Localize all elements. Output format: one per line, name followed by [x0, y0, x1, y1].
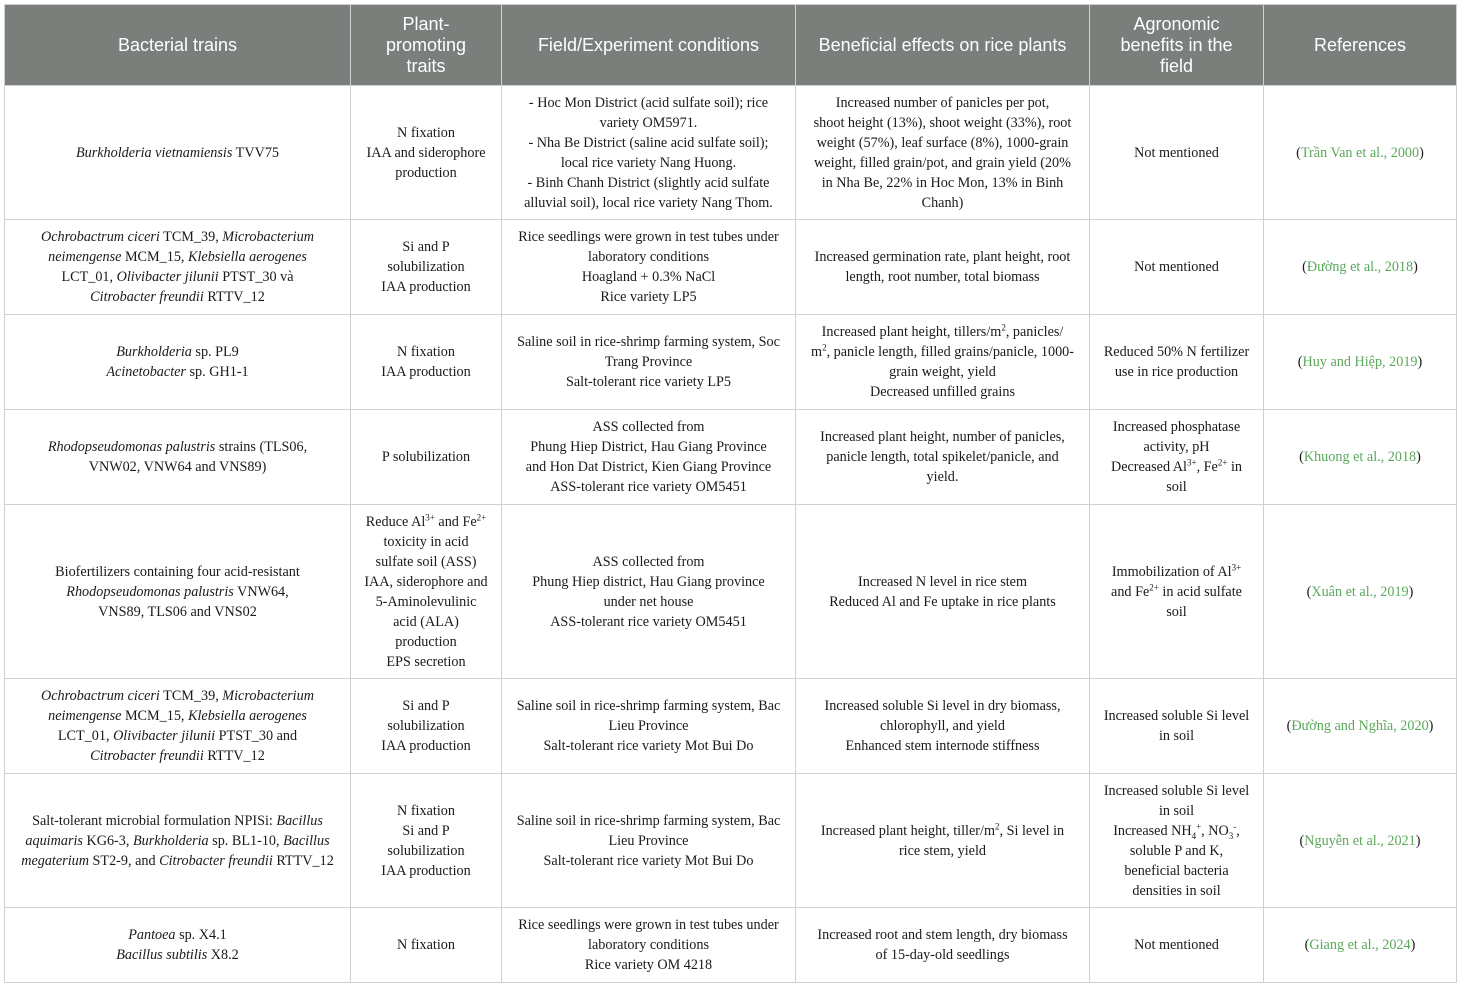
table-row	[5, 679, 1457, 774]
table-row	[5, 315, 1457, 410]
reference-link[interactable]: Đường et al., 2018	[1306, 259, 1414, 275]
effects-cell: Increased number of panicles per pot, shoot height (13%), shoot weight (33%), root weight (57%), leaf surface (8%), 1000-grain weight, filled grain/pot, and grain yield (20% in Nha Be, 22% in Hoc Mon, 13% in Binh Chanh)	[796, 86, 1090, 220]
benefits-cell: Increased phosphatase activity, pH Decreased $Al^{3+}$, $Fe^{2+}$ in soil	[1090, 410, 1264, 505]
conditions-cell: Saline soil in rice-shrimp farming system, Bac Lieu Province Salt-tolerant rice variety Mot Bui Do	[502, 774, 796, 908]
reference-link[interactable]: Trần Van et al., 2000	[1300, 144, 1420, 161]
conditions-cell: ASS collected from Phung Hiep District, Hau Giang Province and Hon Dat District, Kien Giang Province ASS-tolerant rice variety OM5451	[502, 410, 796, 505]
table-row	[5, 86, 1457, 220]
conditions-cell: Rice seedlings were grown in test tubes under laboratory conditions Rice variety OM 4218	[502, 908, 796, 983]
conditions-cell: ASS collected from Phung Hiep district, Hau Giang province under net house ASS-tolerant rice variety OM5451	[502, 505, 796, 679]
traits-cell: N fixation Si and P solubilization IAA production	[351, 774, 502, 908]
strains-cell: Ochrobactrum ciceri TCM_39, Microbacterium neimengense MCM_15, Klebsiella aerogenes LCT_01, Olivibacter jilunii PTST_30 and Citrobacter freundii RTTV_12	[5, 679, 351, 774]
strains-cell: Burkholderia sp. PL9 Acinetobacter sp. GH1-1	[5, 315, 351, 410]
benefits-cell: Not mentioned	[1090, 908, 1264, 983]
traits-cell: N fixation IAA and siderophore production	[351, 86, 502, 220]
conditions-cell: - Hoc Mon District (acid sulfate soil); rice variety OM5971. - Nha Be District (saline acid sulfate soil); local rice variety Nang Huong. - Binh Chanh District (slightly acid sulfate alluvial soil), local rice variety Nang Thom.	[502, 86, 796, 220]
col-header-field-conditions: Field/Experiment conditions	[502, 5, 796, 86]
effects-cell: Increased plant height, tiller/$m^2$, Si level in rice stem, yield	[796, 774, 1090, 908]
reference-cell: (Khuong et al., 2018)	[1264, 410, 1457, 505]
reference-cell: (Huy and Hiệp, 2019)	[1264, 315, 1457, 410]
strains-cell: Biofertilizers containing four acid-resistant Rhodopseudomonas palustris VNW64, VNS89, TLS06 and VNS02	[5, 505, 351, 679]
effects-cell: Increased soluble Si level in dry biomass, chlorophyll, and yield Enhanced stem internode stiffness	[796, 679, 1090, 774]
reference-cell: (Đường and Nghĩa, 2020)	[1264, 679, 1457, 774]
reference-link[interactable]: Nguyễn et al., 2021	[1304, 832, 1416, 849]
reference-link[interactable]: Đường and Nghĩa, 2020	[1291, 718, 1429, 734]
benefits-cell: Reduced 50% N fertilizer use in rice production	[1090, 315, 1264, 410]
reference-cell: (Nguyễn et al., 2021)	[1264, 774, 1457, 908]
strains-cell: Pantoea sp. X4.1 Bacillus subtilis X8.2	[5, 908, 351, 983]
table-row	[5, 908, 1457, 983]
header-row	[5, 5, 1457, 86]
benefits-cell: Increased soluble Si level in soil	[1090, 679, 1264, 774]
reference-link[interactable]: Giang et al., 2024	[1309, 937, 1411, 953]
reference-cell: (Xuân et al., 2019)	[1264, 505, 1457, 679]
effects-cell: Increased germination rate, plant height, root length, root number, total biomass	[796, 220, 1090, 315]
benefits-cell: Not mentioned	[1090, 220, 1264, 315]
strains-cell: Burkholderia vietnamiensis TVV75	[5, 86, 351, 220]
col-header-plant-promoting-traits: Plant- promoting traits	[351, 5, 502, 86]
effects-cell: Increased N level in rice stem Reduced Al and Fe uptake in rice plants	[796, 505, 1090, 679]
conditions-cell: Saline soil in rice-shrimp farming system, Bac Lieu Province Salt-tolerant rice variety Mot Bui Do	[502, 679, 796, 774]
traits-cell: Si and P solubilization IAA production	[351, 679, 502, 774]
reference-link[interactable]: Xuân et al., 2019	[1311, 583, 1409, 600]
strains-cell: Rhodopseudomonas palustris strains (TLS06, VNW02, VNW64 and VNS89)	[5, 410, 351, 505]
col-header-agronomic-benefits: Agronomic benefits in the field	[1090, 5, 1264, 86]
effects-cell: Increased plant height, number of panicles, panicle length, total spikelet/panicle, and yield.	[796, 410, 1090, 505]
reference-link[interactable]: Huy and Hiệp, 2019	[1302, 354, 1418, 370]
benefits-cell: Immobilization of $Al^{3+}$ and $Fe^{2+}$ in acid sulfate soil	[1090, 505, 1264, 679]
rice-bacteria-table	[4, 4, 1457, 983]
table-row	[5, 505, 1457, 679]
effects-cell: Increased plant height, tillers/$m^2$, panicles/ $m^2$, panicle length, filled grains/panicle, 1000- grain weight, yield Decreased unfilled grains	[796, 315, 1090, 410]
reference-link[interactable]: Khuong et al., 2018	[1303, 449, 1417, 465]
benefits-cell: Not mentioned	[1090, 86, 1264, 220]
traits-cell: N fixation IAA production	[351, 315, 502, 410]
table-row	[5, 220, 1457, 315]
col-header-beneficial-effects: Beneficial effects on rice plants	[796, 5, 1090, 86]
reference-cell: (Giang et al., 2024)	[1264, 908, 1457, 983]
traits-cell: P solubilization	[351, 410, 502, 505]
col-header-bacterial-strains: Bacterial trains	[5, 5, 351, 86]
reference-cell: (Trần Van et al., 2000)	[1264, 86, 1457, 220]
traits-cell: Si and P solubilization IAA production	[351, 220, 502, 315]
conditions-cell: Rice seedlings were grown in test tubes under laboratory conditions Hoagland + 0.3% NaCl Rice variety LP5	[502, 220, 796, 315]
table-row	[5, 774, 1457, 908]
traits-cell: Reduce $Al^{3+}$ and $Fe^{2+}$ toxicity in acid sulfate soil (ASS) IAA, siderophore and 5-Aminolevulinic acid (ALA) production EPS secretion	[351, 505, 502, 679]
strains-cell: Ochrobactrum ciceri TCM_39, Microbacterium neimengense MCM_15, Klebsiella aerogenes LCT_01, Olivibacter jilunii PTST_30 và Citrobacter freundii RTTV_12	[5, 220, 351, 315]
strains-cell: Salt-tolerant microbial formulation NPISi: Bacillus aquimaris KG6-3, Burkholderia sp. BL1-10, Bacillus megaterium ST2-9, and Citrobacter freundii RTTV_12	[5, 774, 351, 908]
table-row	[5, 410, 1457, 505]
traits-cell: N fixation	[351, 908, 502, 983]
conditions-cell: Saline soil in rice-shrimp farming system, Soc Trang Province Salt-tolerant rice variety LP5	[502, 315, 796, 410]
effects-cell: Increased root and stem length, dry biomass of 15-day-old seedlings	[796, 908, 1090, 983]
reference-cell: (Đường et al., 2018)	[1264, 220, 1457, 315]
benefits-cell: Increased soluble Si level in soil Increased $NH_4^+$, $NO_3^-$, soluble P and K, beneficial bacteria densities in soil	[1090, 774, 1264, 908]
col-header-references: References	[1264, 5, 1457, 86]
